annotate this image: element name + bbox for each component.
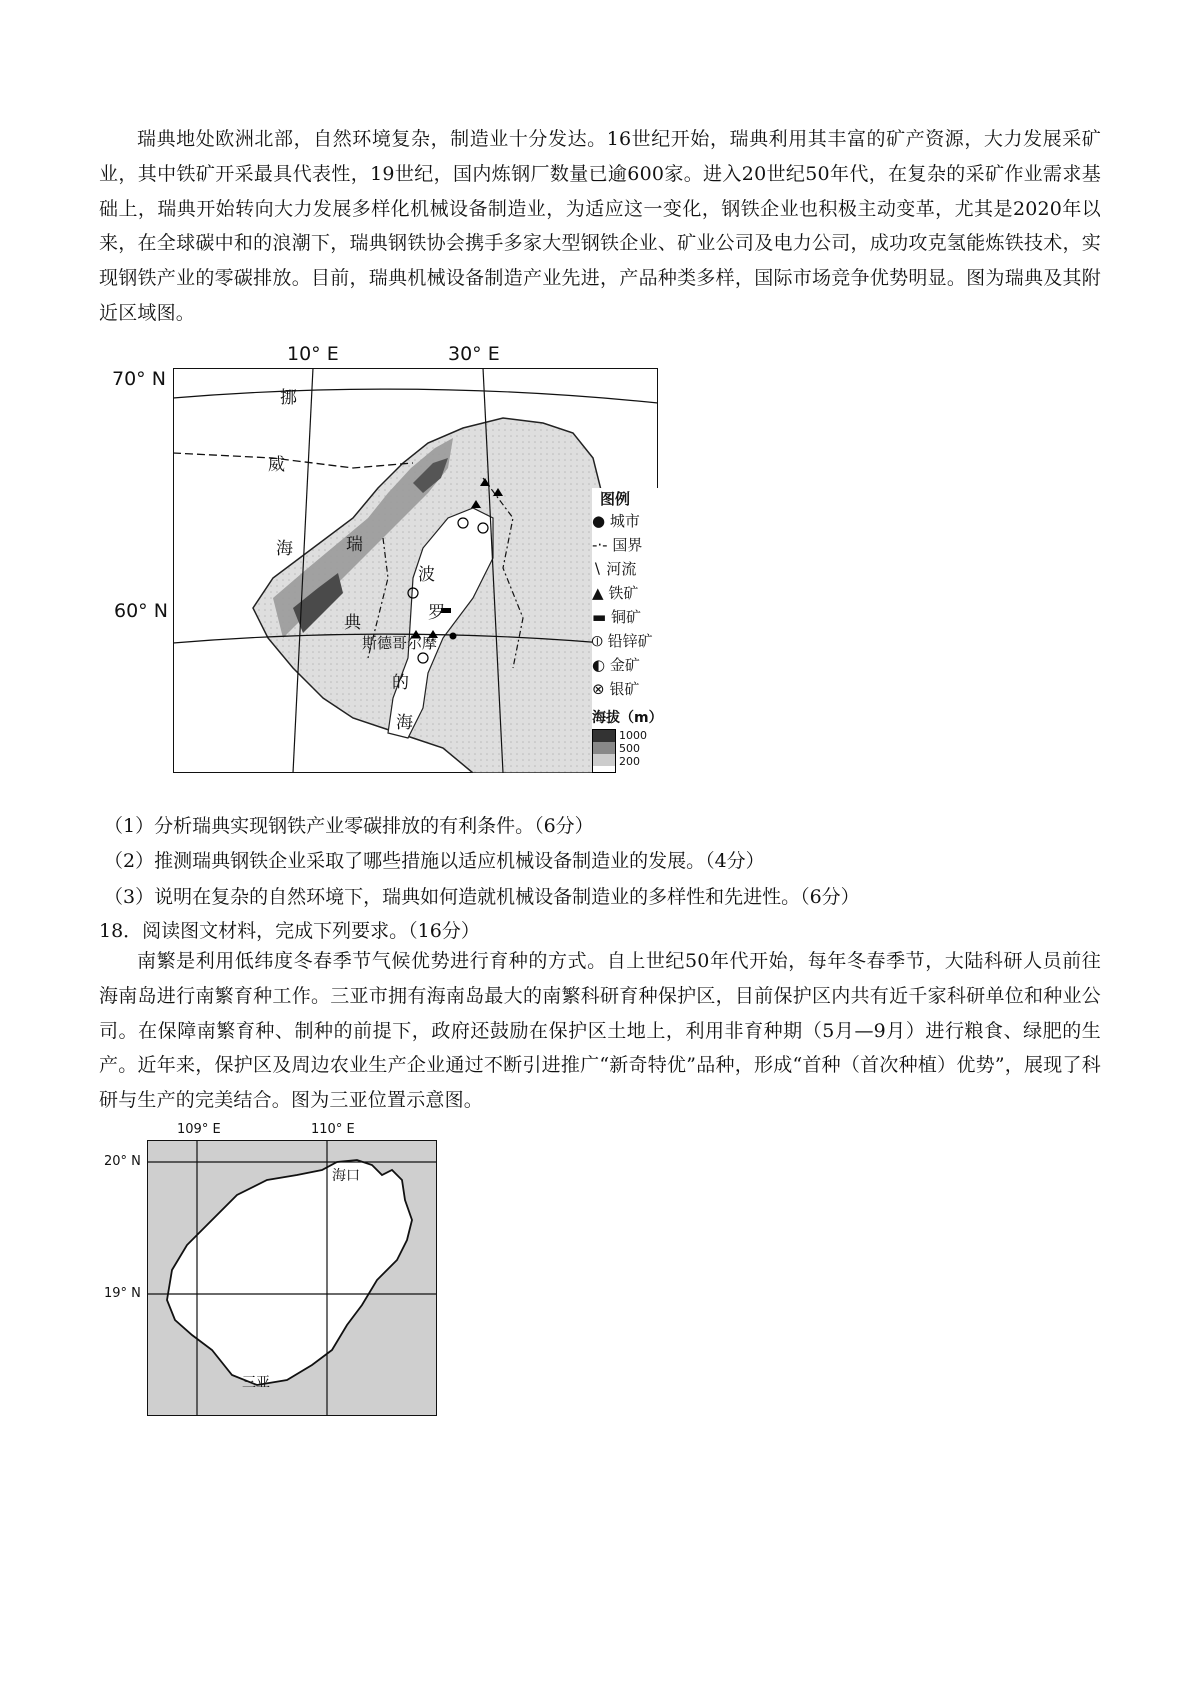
q17-question-2: （2）推测瑞典钢铁企业采取了哪些措施以适应机械设备制造业的发展。（4分） [104, 850, 765, 872]
border-line-icon: -·- [592, 536, 608, 554]
q18-intro: 南繁是利用低纬度冬春季节气候优势进行育种的方式。自上世纪50年代开始，每年冬春季节，大陆科研人员前往海南岛进行南繁育种工作。三亚市拥有海南岛最大的南繁科研育种保护区，目前保护区内共有近千家科研单位和种业公司。在保障南繁育种、制种的前提下，政府还鼓励在保护区土地上，利用非育种期（5月—9月）进行粮食、绿肥的生产。近年来，保护区及周边农业生产企业通过不断引进推广“新奇特优”品种，形成“首种（首次种植）优势”，展现了科研与生产的完美结合。图为三亚位置示意图。 [99, 950, 1101, 1112]
legend-gold-label: 金矿 [609, 656, 640, 674]
legend-iron-label: 铁矿 [608, 584, 639, 602]
lon-110e-label: 110° E [311, 1122, 355, 1137]
circle-x-icon: ⊗ [592, 680, 605, 698]
legend-copper [592, 605, 672, 629]
sweden-map [100, 338, 680, 778]
sea-baltic-char-4: 海 [396, 713, 413, 733]
country-label-char-1: 瑞 [346, 535, 363, 555]
q17-question-1: （1）分析瑞典实现钢铁产业零碳排放的有利条件。（6分） [104, 815, 594, 837]
rectangle-icon: ▬ [592, 608, 607, 626]
city-dot-icon: ● [592, 512, 606, 530]
elevation-scale [592, 729, 672, 773]
sea-baltic-char-3: 的 [392, 673, 409, 693]
sea-baltic-char-2: 罗 [428, 603, 445, 623]
lat-70n-label: 70° N [112, 368, 166, 390]
legend-title: 图例 [600, 490, 631, 508]
half-circle-icon: ◐ [592, 656, 606, 674]
q17-question-3: （3）说明在复杂的自然环境下，瑞典如何造就机械设备制造业的多样性和先进性。（6分） [104, 886, 860, 908]
lon-10e-label: 10° E [287, 343, 339, 365]
legend-gold [592, 653, 672, 677]
q17-intro: 瑞典地处欧洲北部，自然环境复杂，制造业十分发达。16世纪开始，瑞典利用其丰富的矿产资源，大力发展采矿业，其中铁矿开采最具代表性，19世纪，国内炼钢厂数量已逾600家。进入20世纪50年代，在复杂的采矿作业需求基础上，瑞典开始转向大力发展多样化机械设备制造业，为适应这一变化，钢铁企业也积极主动变革，尤其是2020年以来，在全球碳中和的浪潮下，瑞典钢铁协会携手多家大型钢铁企业、矿业公司及电力公司，成功攻克氢能炼铁技术，实现钢铁产业的零碳排放。目前，瑞典机械设备制造产业先进，产品种类多样，国际市场竞争优势明显。图为瑞典及其附近区域图。 [99, 128, 1101, 324]
triangle-icon: ▲ [592, 584, 604, 602]
sea-label-char-2: 威 [268, 455, 285, 475]
lon-30e-label: 30° E [448, 343, 500, 365]
elevation-values [619, 729, 647, 773]
legend-leadzinc [592, 629, 672, 653]
map-legend [592, 488, 672, 773]
legend-city [592, 509, 672, 533]
city-haikou-label: 海口 [332, 1168, 360, 1184]
legend-river-label: 河流 [606, 560, 637, 578]
sea-baltic-char-1: 波 [418, 565, 435, 585]
city-stockholm-label: 斯德哥尔摩 [362, 634, 438, 652]
country-label-char-2: 典 [344, 613, 361, 633]
legend-river [592, 557, 672, 581]
q18-heading: 18．阅读图文材料，完成下列要求。（16分） [99, 920, 480, 942]
elev-1000: 1000 [619, 729, 647, 742]
legend-border-label: 国界 [612, 536, 643, 554]
circle-bar-icon: ⦶ [592, 632, 603, 650]
legend-copper-label: 铜矿 [610, 608, 641, 626]
lon-109e-label: 109° E [177, 1122, 221, 1137]
elev-500: 500 [619, 742, 640, 755]
city-sanya-label: 三亚 [242, 1375, 270, 1391]
sea-label-char-1: 挪 [280, 388, 297, 408]
legend-silver-label: 银矿 [609, 680, 640, 698]
legend-leadzinc-label: 铅锌矿 [607, 632, 653, 650]
sea-label-char-3: 海 [276, 539, 293, 559]
legend-border [592, 533, 672, 557]
elevation-title: 海拔（m） [592, 710, 663, 726]
hainan-map-drawing [147, 1140, 437, 1416]
river-icon: ∖ [592, 560, 602, 578]
elev-200: 200 [619, 755, 640, 768]
lat-19n-label: 19° N [104, 1286, 141, 1301]
lat-60n-label: 60° N [114, 600, 168, 622]
legend-silver [592, 677, 672, 701]
legend-city-label: 城市 [609, 512, 640, 530]
lat-20n-label: 20° N [104, 1154, 141, 1169]
elevation-swatches [592, 729, 616, 773]
legend-iron [592, 581, 672, 605]
hainan-map [100, 1122, 445, 1422]
sweden-map-drawing [173, 368, 658, 773]
